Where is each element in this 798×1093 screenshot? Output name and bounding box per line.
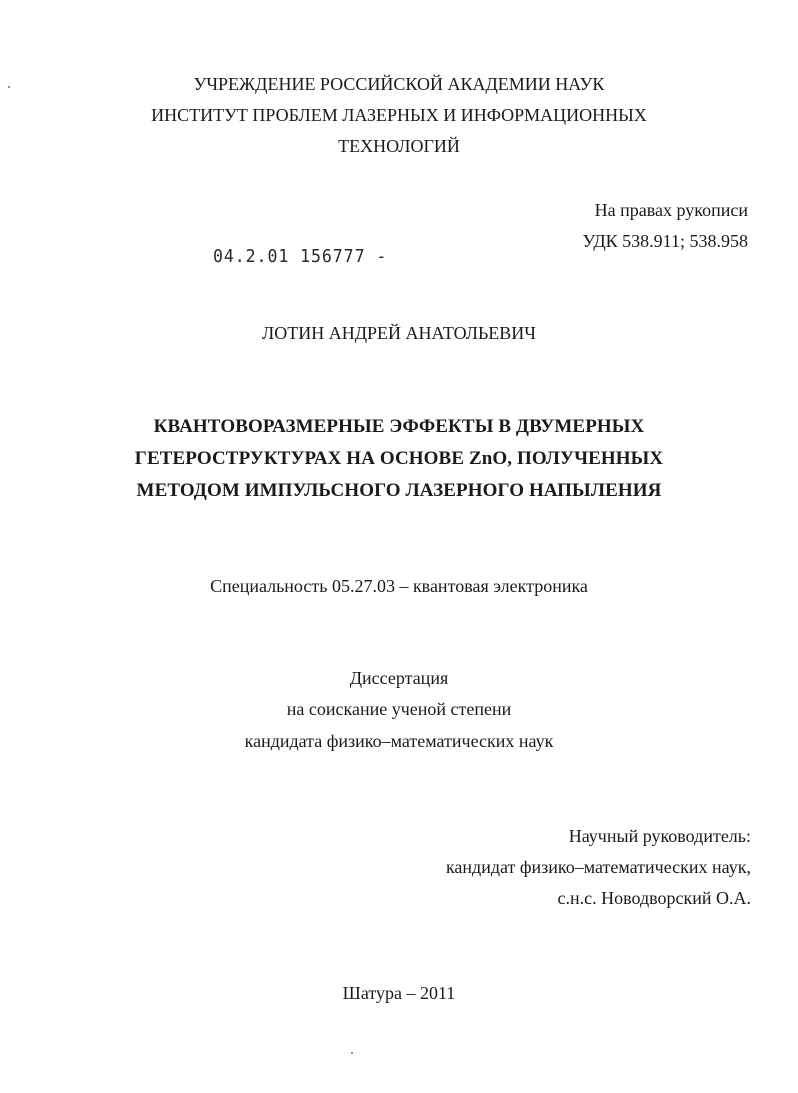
degree-line-2: на соискание ученой степени: [286, 699, 512, 719]
udc-code: УДК 538.911; 538.958: [582, 231, 748, 251]
scan-speck: [8, 86, 10, 88]
supervisor-degree: кандидат физико–математических наук,: [445, 857, 751, 877]
manuscript-note: На правах рукописи: [594, 200, 748, 220]
degree-line-3: кандидата физико–математических наук: [244, 731, 554, 751]
institution-line-3: ТЕХНОЛОГИЙ: [338, 136, 460, 156]
registration-stamp: 04.2.01 156777 -: [213, 246, 388, 267]
degree-line-1: Диссертация: [349, 668, 449, 688]
title-line-3: МЕТОДОМ ИМПУЛЬСНОГО ЛАЗЕРНОГО НАПЫЛЕНИЯ: [136, 480, 662, 501]
title-line-1: КВАНТОВОРАЗМЕРНЫЕ ЭФФЕКТЫ В ДВУМЕРНЫХ: [153, 416, 645, 437]
supervisor-label: Научный руководитель:: [568, 826, 751, 846]
author-name: ЛОТИН АНДРЕЙ АНАТОЛЬЕВИЧ: [262, 323, 536, 343]
place-year: Шатура – 2011: [342, 983, 456, 1003]
supervisor-name: с.н.с. Новодворский О.А.: [557, 888, 751, 908]
title-line-2: ГЕТЕРОСТРУКТУРАХ НА ОСНОВЕ ZnO, ПОЛУЧЕННЫХ: [134, 448, 664, 469]
scan-speck: [351, 1052, 353, 1054]
institution-line-2: ИНСТИТУТ ПРОБЛЕМ ЛАЗЕРНЫХ И ИНФОРМАЦИОННЫХ: [151, 105, 647, 125]
specialty: Специальность 05.27.03 – квантовая электроника: [210, 576, 588, 596]
institution-line-1: УЧРЕЖДЕНИЕ РОССИЙСКОЙ АКАДЕМИИ НАУК: [193, 74, 605, 94]
